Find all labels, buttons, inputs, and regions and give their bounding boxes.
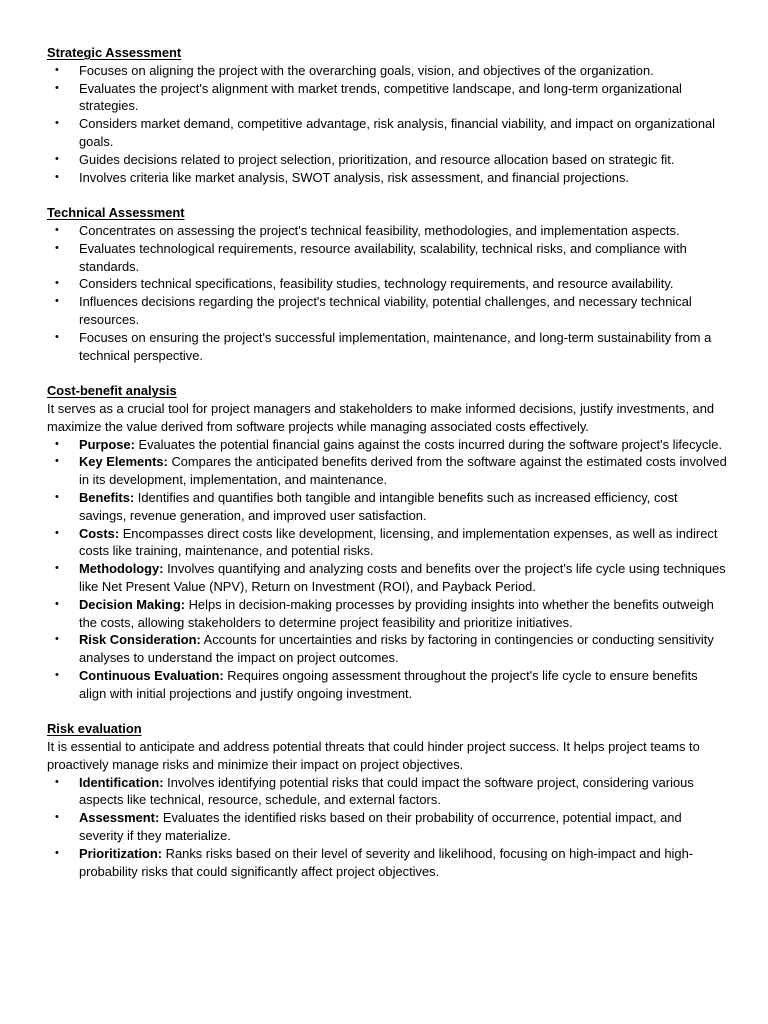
item-text: Requires ongoing assessment throughout the project's life cycle to ensure benefits align with initial projections and justify ongoing investment. xyxy=(79,667,698,701)
list-item xyxy=(47,62,728,80)
section-heading: Technical Assessment xyxy=(47,205,185,221)
bullet-list xyxy=(47,774,728,881)
bullet-icon: • xyxy=(55,117,59,130)
bullet-icon: • xyxy=(55,241,59,254)
item-text: Concentrates on assessing the project's technical feasibility, methodologies, and implementation aspects. xyxy=(79,222,680,238)
item-term: Methodology: xyxy=(79,561,164,577)
bullet-icon: • xyxy=(55,668,59,681)
item-term: Key Elements: xyxy=(79,454,168,470)
list-item xyxy=(47,329,728,365)
bullet-icon: • xyxy=(55,775,59,788)
item-text: Involves quantifying and analyzing costs and benefits over the project's life cycle using techniques like Net Present Value (NPV), Return on Investment (ROI), and Payback Period. xyxy=(79,561,726,594)
item-text: Focuses on aligning the project with the overarching goals, vision, and objectives of the organization. xyxy=(79,62,654,78)
bullet-icon: • xyxy=(55,63,59,76)
item-term: Benefits: xyxy=(79,489,135,505)
bullet-icon: • xyxy=(55,490,59,503)
bullet-list xyxy=(47,62,728,187)
item-term: Risk Consideration: xyxy=(79,632,201,648)
item-text: Encompasses direct costs like development, licensing, and implementation expenses, as well as indirect costs like training, maintenance, and potential risks. xyxy=(79,525,718,559)
list-item xyxy=(47,560,728,596)
item-text: Compares the anticipated benefits derived from the software against the estimated costs involved in its development, implementation, and maintenance. xyxy=(79,454,727,488)
item-text: Evaluates the project's alignment with market trends, competitive landscape, and long-term organizational strategies. xyxy=(79,80,682,114)
item-text: Identifies and quantifies both tangible and intangible benefits such as increased efficiency, cost savings, revenue generation, and improved user satisfaction. xyxy=(79,489,678,523)
list-item xyxy=(47,596,728,632)
list-item xyxy=(47,525,728,561)
section xyxy=(47,44,728,186)
list-item xyxy=(47,240,728,276)
item-text: Ranks risks based on their level of severity and likelihood, focusing on high-impact and high-probability risks that could significantly affect project objectives. xyxy=(79,845,694,879)
section-heading: Cost-benefit analysis xyxy=(47,383,177,399)
item-text: Evaluates technological requirements, resource availability, scalability, technical risks, and compliance with standards. xyxy=(79,240,687,274)
list-item xyxy=(47,115,728,151)
list-item xyxy=(47,631,728,667)
item-text: Involves identifying potential risks that could impact the software project, considering various aspects like technical, resource, schedule, and external factors. xyxy=(79,774,694,808)
section-intro: It is essential to anticipate and address potential threats that could hinder project success. It helps project teams to proactively manage risks and minimize their impact on project objectives. xyxy=(47,739,700,772)
item-text: Considers technical specifications, feasibility studies, technology requirements, and resource availability. xyxy=(79,276,674,292)
bullet-icon: • xyxy=(55,846,59,859)
list-item xyxy=(47,809,728,845)
item-term: Prioritization: xyxy=(79,845,163,861)
item-text: Considers market demand, competitive advantage, risk analysis, financial viability, and impact on organizational goals. xyxy=(79,116,716,149)
item-text: Evaluates the potential financial gains against the costs incurred during the software project's lifecycle. xyxy=(138,436,723,452)
list-item xyxy=(47,436,728,454)
list-item xyxy=(47,169,728,187)
item-text: Guides decisions related to project selection, prioritization, and resource allocation based on strategic fit. xyxy=(79,151,675,167)
bullet-icon: • xyxy=(55,223,59,236)
bullet-list xyxy=(47,436,728,703)
item-text: Involves criteria like market analysis, SWOT analysis, risk assessment, and financial projections. xyxy=(79,169,629,185)
section-intro: It serves as a crucial tool for project managers and stakeholders to make informed decisions, justify investments, and maximize the value derived from software projects while managing associated costs effectively. xyxy=(47,400,715,434)
bullet-icon: • xyxy=(55,81,59,94)
bullet-icon: • xyxy=(55,330,59,343)
bullet-icon: • xyxy=(55,633,59,646)
item-text: Influences decisions regarding the project's technical viability, potential challenges, and necessary technical resources. xyxy=(79,294,692,327)
list-item xyxy=(47,453,728,489)
bullet-list xyxy=(47,222,728,364)
bullet-icon: • xyxy=(55,295,59,308)
item-text: Evaluates the identified risks based on their probability of occurrence, potential impact, and severity if they materialize. xyxy=(79,810,682,844)
item-text: Helps in decision-making processes by providing insights into whether the benefits outweigh the costs, allowing stakeholders to determine project feasibility and prioritize initiatives. xyxy=(79,596,714,630)
item-text: Accounts for uncertainties and risks by factoring in contingencies or conducting sensitivity analyses to understand the impact on project outcomes. xyxy=(79,632,714,666)
bullet-icon: • xyxy=(55,152,59,165)
bullet-icon: • xyxy=(55,455,59,468)
item-term: Decision Making: xyxy=(79,596,186,612)
list-item xyxy=(47,293,728,329)
section-heading: Risk evaluation xyxy=(47,721,142,737)
bullet-icon: • xyxy=(55,277,59,290)
item-term: Identification: xyxy=(79,774,164,790)
item-term: Assessment: xyxy=(79,810,160,826)
list-item xyxy=(47,667,728,703)
bullet-icon: • xyxy=(55,811,59,824)
item-text: Focuses on ensuring the project's successful implementation, maintenance, and long-term sustainability from a technical perspective. xyxy=(79,329,712,363)
list-item xyxy=(47,774,728,810)
list-item xyxy=(47,222,728,240)
section xyxy=(47,204,728,364)
bullet-icon: • xyxy=(55,562,59,575)
item-term: Costs: xyxy=(79,525,120,541)
list-item xyxy=(47,80,728,116)
section-heading: Strategic Assessment xyxy=(47,45,182,60)
section xyxy=(47,382,728,702)
item-term: Continuous Evaluation: xyxy=(79,667,224,683)
list-item xyxy=(47,845,728,881)
bullet-icon: • xyxy=(55,597,59,610)
bullet-icon: • xyxy=(55,526,59,539)
list-item xyxy=(47,489,728,525)
bullet-icon: • xyxy=(55,170,59,183)
bullet-icon: • xyxy=(55,437,59,450)
section xyxy=(47,720,728,880)
list-item xyxy=(47,275,728,293)
list-item xyxy=(47,151,728,169)
item-term: Purpose: xyxy=(79,436,135,452)
